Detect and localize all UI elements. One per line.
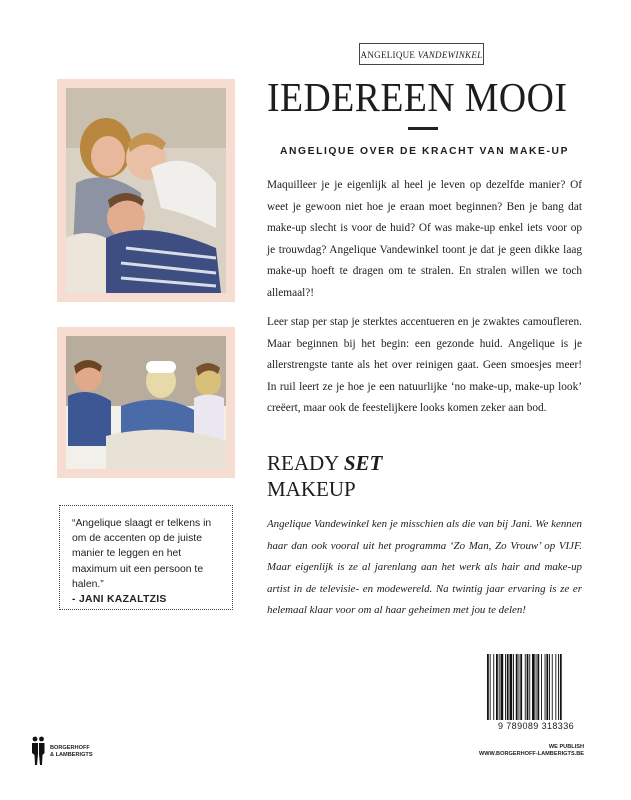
quote-author: - JANI KAZALTZIS [72,594,167,606]
isbn-number: 9 789089 318336 [497,721,575,731]
title-divider [408,127,438,130]
ready-set-makeup-heading [267,450,382,502]
family-photo-image [66,88,226,293]
kids-facemask-photo [57,327,235,478]
author-bio-paragraph: Angelique Vandewinkel ken je misschien als die van bij Jani. We kennen haar dan ook vooral uit het programma ‘Zo Man, Zo Vrouw’ op VIJF. Maar eigenlijk is ze al jarenlang aan het werk als hair and make-up artist in de televisie- en modewereld. Na twintig jaar ervaring is ze er helemaal klaar voor om al haar geheimen met jou te delen! [267,518,582,617]
testimonial-quote-box [59,505,233,610]
set-word: SET [343,451,383,475]
publisher-logo-icon [30,736,46,766]
blurb-paragraph-1: Maquilleer je je eigenlijk al heel je leven op dezelfde manier? Of weet je gewoon niet hoe je eraan moet beginnen? Ben je bang dat make-up slecht is voor de huid? Of was make-up enkel iets voor op je trouwdag? Angelique Vandewinkel toont je dat je geen dikke laag make-up hoeft te dragen om te stralen. En stralen willen we toch allemaal?! [267,179,582,299]
author-last-name: VANDEWINKEL [417,50,483,60]
publisher-name [50,745,93,759]
website-line-1: WE PUBLISH [548,744,584,750]
author-name-box [359,43,484,65]
author-first-name: ANGELIQUE [360,50,416,60]
publisher-line-2: & LAMBERIGTS [50,752,93,758]
quote-text: “Angelique slaagt er telkens in om de accenten op de juiste manier te leggen en het maximum uit een persoon te halen.” [72,518,212,590]
makeup-word: MAKEUP [267,477,356,501]
publisher-line-1: BORGERHOFF [50,745,90,751]
blurb-paragraph-2: Leer stap per stap je sterktes accentueren en je zwaktes camoufleren. Maar beginnen bij het begin: een gezonde huid. Angelique is je allerstrengste tante als het over reinigen gaat. Geen smoesjes meer! In ruil leert ze je hoe je een natuurlijke ‘no make-up, make-up look’ creëert, maar ook de feestelijkere looks komen zeker aan bod. [267,316,582,415]
kids-facemask-photo-image [66,336,226,469]
ready-word: READY [267,451,339,475]
website-url: WWW.BORGERHOFF-LAMBERIGTS.BE [478,751,584,757]
family-photo [57,79,235,302]
publisher-website [479,744,584,758]
book-title: IEDEREEN MOOI [267,74,568,120]
barcode [487,654,585,720]
book-subtitle: ANGELIQUE OVER DE KRACHT VAN MAKE-UP [279,146,570,157]
